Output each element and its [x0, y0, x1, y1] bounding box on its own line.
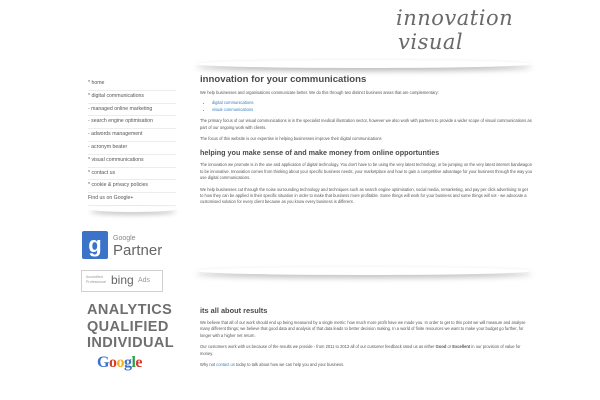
nav-item-google-plus[interactable]: Find us on Google+ [88, 193, 176, 206]
top-divider-shadow [196, 60, 532, 68]
rating-excellent: Excellent [452, 344, 471, 350]
site-logo[interactable] [396, 6, 596, 54]
nav-item-digital-communications[interactable]: * digital communications [88, 91, 176, 104]
business-areas-list [200, 100, 532, 113]
intro-paragraph-1: We help businesses and organisations communicate better. We do this through two distinct business areas that are complementary: [200, 90, 439, 95]
google-g-icon: g [82, 231, 108, 259]
results-p2-end: in our provision of value for money. [200, 344, 521, 356]
intro-section [200, 74, 532, 206]
link-digital-communications[interactable]: digital communications [212, 100, 254, 106]
google-partner-badge[interactable] [80, 230, 170, 262]
nav-shadow [90, 206, 176, 212]
intro-paragraph-3: The focus of this website is our expertise in helping businesses improve their digital communications [200, 136, 382, 142]
bing-logo: bing [111, 273, 134, 287]
svg-text:Google: Google [97, 353, 143, 371]
aq-line-3: INDIVIDUAL [87, 335, 174, 351]
results-paragraph-3 [200, 362, 532, 368]
logo-line-2: visual [398, 30, 464, 54]
results-p2-start: Our customers work with us because of the results we provide - from 2011 to 2013 all of our customer feedback rated us as either [200, 344, 436, 350]
results-p3-end: today to talk about how we can help you and your business. [234, 362, 345, 368]
nav-item-contact-us[interactable]: * contact us [88, 168, 176, 181]
google-partner-google-text: Google [113, 235, 136, 242]
page-title: innovation for your communications [200, 74, 367, 85]
results-p3-start: Why not [200, 362, 217, 368]
nav-item-adwords-management[interactable]: - adwords management [88, 129, 176, 142]
results-section [200, 306, 532, 368]
nav-item-managed-online-marketing[interactable]: - managed online marketing [88, 104, 176, 117]
intro-paragraph-5: We help businesses cut through the noise surrounding technology and techniques such as search engine optimisation, social media, remarketing, and pay per click advertising to get to how they can be applied in their specific situation in order to make that business more profitable. Some things will work for your business and some things will not - we advocate a customised solution for every client because as you know every business is different. [200, 186, 528, 205]
bing-ads-badge[interactable] [81, 270, 163, 292]
nav-item-cookie-privacy[interactable]: * cookie & privacy policies [88, 180, 176, 193]
results-paragraph-2 [200, 344, 532, 357]
results-paragraph-1: We believe that all of our work should end up being measured by a single metric: how much more profit have we made you. In order to get to this point we will measure and analyse many different things; we believe that good data and analysis of that data leads to better decision making. In a world of finite resources we want to make your budget go further, for longer with a higher net return. [200, 320, 526, 338]
aq-line-2: QUALIFIED [87, 318, 169, 335]
results-title: its all about results [200, 306, 268, 315]
nav-item-home[interactable]: * home [88, 78, 176, 91]
nav-item-visual-communications[interactable]: * visual communications [88, 155, 176, 168]
intro-paragraph-4: The innovation we promote is in the use and application of digital technology. You don't have to be using the very latest technology, or be jumping on the very latest internet bandwagon to be innovative. Innovation comes from thinking about your specific business needs, your marketplace and how to gain a competitive advantage for your business through the way you use digital communications. [200, 162, 533, 181]
bing-ads-text: Ads [138, 277, 151, 284]
link-visual-communications[interactable]: visual communications [212, 106, 254, 112]
google-logo [87, 353, 177, 371]
contact-us-link[interactable]: contact us [216, 362, 235, 368]
logo-line-1: innovation [396, 6, 514, 30]
google-partner-partner-text: Partner [113, 242, 163, 259]
nav-item-search-engine-optimisation[interactable]: - search engine optimisation [88, 116, 176, 129]
rating-good: Good [435, 344, 447, 350]
section-subtitle: helping you make sense of and make money from online opportunties [200, 148, 440, 158]
analytics-qualified-badge[interactable] [87, 302, 177, 371]
nav-item-acronym-beater[interactable]: - acronym beater [88, 142, 176, 155]
intro-paragraph-2: The primary focus of our visual communications is in the specialist medical illustration sector, however we also work with partners to provide a wider scope of visual communications as part of our ongoing work with clients. [200, 118, 532, 130]
google-logo-svg [97, 353, 157, 371]
aq-line-1: ANALYTICS [87, 302, 173, 318]
list-item-visual-communications[interactable] [212, 107, 532, 113]
sidebar-nav [88, 78, 176, 206]
middle-divider-shadow [196, 267, 532, 275]
results-p2-or: or [446, 344, 453, 350]
bing-accredited-text: Accredited Professional [86, 275, 106, 284]
